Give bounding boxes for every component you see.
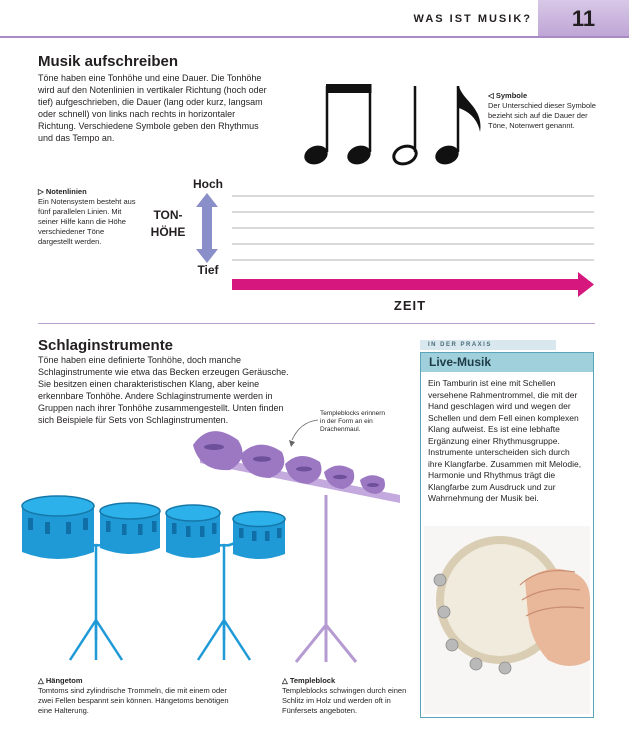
caption-notenlinien-title: ▷ Notenlinien (38, 187, 87, 196)
label-tonhoehe-line2: HÖHE (150, 225, 186, 239)
praxis-title: Live-Musik (429, 355, 492, 369)
templeblock-stand (296, 495, 356, 662)
caption-notenlinien (38, 187, 136, 247)
eighth-note-icon (433, 86, 481, 168)
label-tonhoehe-line1: TON- (153, 208, 183, 222)
tom-drum-icon (100, 503, 160, 554)
caption-templeblock (282, 676, 412, 716)
praxis-tag: IN DER PRAXIS (420, 340, 556, 350)
caption-symbole (488, 91, 603, 131)
caption-notenlinien-text: Ein Notensystem besteht aus fünf parallelen Linien. Mit seiner Hilfe kann die Höhe verschiedener Töne dargestellt werden. (38, 197, 136, 246)
caption-templeblock-title: △ Templeblock (282, 676, 336, 685)
tom-drum-icon (22, 496, 94, 559)
time-arrow-icon (232, 272, 594, 297)
staff-lines (232, 196, 594, 260)
eighth-notes-beamed-icon (302, 84, 374, 168)
templeblock-set-icon (193, 431, 385, 494)
pointer-arrow-icon (289, 440, 295, 447)
caption-haengetom-title: △ Hängetom (38, 676, 83, 685)
tom-drum-icon (166, 505, 220, 558)
tom-drum-icon (233, 512, 285, 560)
section-title-schlaginstrumente: Schlaginstrumente (38, 337, 174, 354)
caption-haengetom (38, 676, 238, 716)
page-number: 11 (571, 6, 596, 31)
note-symbols (302, 84, 481, 168)
pitch-arrow-icon (196, 193, 218, 263)
caption-symbole-text: Der Unterschied dieser Symbole bezieht sich auf die Dauer der Töne, Notenwert genannt. (488, 101, 596, 130)
caption-haengetom-text: Tomtoms sind zylindrische Trommeln, die mit einem oder zwei Fellen bespannt sein können. Hängetoms benötigen eine Halterung. (38, 686, 229, 715)
templeblock-note: Templeblocks erinnern in der Form an ein Drachenmaul. (320, 410, 386, 433)
section-divider (38, 323, 595, 324)
label-zeit: ZEIT (393, 298, 427, 313)
haengetom-set-icon (22, 496, 285, 559)
section-body-schlaginstrumente: Töne haben eine definierte Tonhöhe, doch manche Schlaginstrumente wie etwa das Becken erzeugen Geräusche. Sie besitzen einen charakteristischen Klang, aber keine erkennbare Tonhöhe. Andere Schlaginstrumente werden in Gruppen nach ihrer Tonhöhe zusammengestellt. Unten finden sich Beispiele für Sets von Schlaginstrumenten. (38, 355, 289, 425)
label-hoch: Hoch (193, 177, 223, 191)
label-tief: Tief (197, 263, 219, 277)
section-body-musik-aufschreiben: Töne haben eine Tonhöhe und eine Dauer. Die Tonhöhe wird auf den Notenlinien in vertikaler Richtung (hoch oder tief) aufgeschrieben, die Dauer (lang oder kurz, langsam oder schnell) von links nach rechts in horizontaler Richtung. Verschiedene Symbole geben den Rhythmus und das Tempo an. (38, 73, 267, 143)
praxis-body: Ein Tamburin ist eine mit Schellen versehene Rahmentrommel, die mit der Hand geschlagen wird und wegen der Schellen und dem Fell einen komplexen Klang aufweist. Es ist eine lebhafte Ergänzung einer Rhythmusgruppe. Instrumente unterscheiden sich durch ihre Klangfarbe. Zusammen mit Melodie, Harmonie und Rhythmus trägt die Klangfarbe zum Ausdruck und zur Wahrnehmung der Musik bei. (428, 378, 582, 503)
half-note-icon (391, 86, 418, 167)
running-header: WAS IST MUSIK? (413, 13, 532, 25)
caption-templeblock-text: Templeblocks schwingen durch einen Schlitz im Holz und werden oft in Fünfersets angeboten. (282, 686, 407, 715)
caption-symbole-title: ◁ Symbole (488, 91, 528, 100)
section-title-musik-aufschreiben: Musik aufschreiben (38, 53, 179, 70)
